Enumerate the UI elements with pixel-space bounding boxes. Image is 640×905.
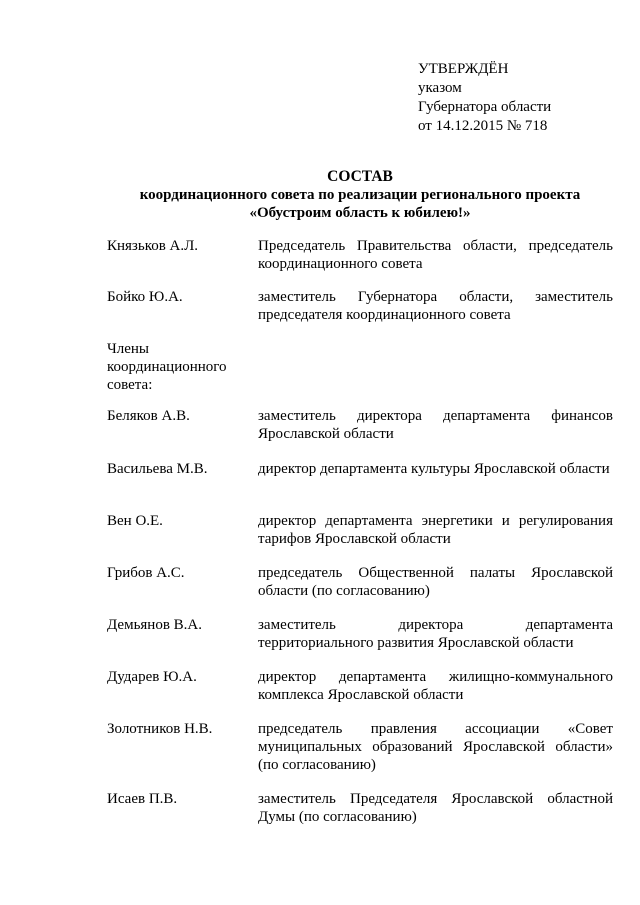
person-role: председатель правления ассоциации «Совет муниципальных образований Ярославской области» (по согласованию) — [258, 721, 613, 773]
person-name: Беляков А.В. — [107, 408, 190, 424]
person-role: директор департамента культуры Ярославской области — [258, 461, 610, 477]
document-heading — [100, 168, 620, 222]
person-name: Вен О.Е. — [107, 513, 163, 529]
document-title: СОСТАВ — [327, 168, 393, 185]
approval-status: УТВЕРЖДЁН — [418, 61, 509, 77]
person-role: заместитель директора департамента территориального развития Ярославской области — [258, 617, 613, 651]
approval-decree: от 14.12.2015 № 718 — [418, 118, 548, 134]
approval-stamp — [418, 60, 551, 136]
person-role: Председатель Правительства области, председатель координационного совета — [258, 238, 613, 272]
project-name: «Обустроим область к юбилею!» — [249, 205, 471, 221]
person-role: заместитель директора департамента финансов Ярославской области — [258, 408, 613, 442]
approval-by: указом — [418, 80, 462, 96]
person-name: Князьков А.Л. — [107, 238, 199, 254]
person-name: Демьянов В.А. — [107, 617, 203, 633]
person-name: Исаев П.В. — [107, 791, 178, 807]
person-role: директор департамента энергетики и регулирования тарифов Ярославской области — [258, 513, 613, 547]
members-label: Члены координационного совета: — [107, 341, 227, 393]
person-name: Дударев Ю.А. — [107, 669, 197, 685]
person-role: заместитель Председателя Ярославской областной Думы (по согласованию) — [258, 791, 613, 825]
document-subtitle: координационного совета по реализации регионального проекта — [139, 187, 581, 203]
person-role: директор департамента жилищно-коммунального комплекса Ярославской области — [258, 669, 613, 703]
person-role: председатель Общественной палаты Ярославской области (по согласованию) — [258, 565, 613, 599]
person-name: Золотников Н.В. — [107, 721, 213, 737]
person-name: Грибов А.С. — [107, 565, 185, 581]
approval-authority: Губернатора области — [418, 99, 552, 115]
person-name: Васильева М.В. — [107, 461, 208, 477]
person-role: заместитель Губернатора области, заместитель председателя координационного совета — [258, 289, 613, 323]
person-name: Бойко Ю.А. — [107, 289, 183, 305]
